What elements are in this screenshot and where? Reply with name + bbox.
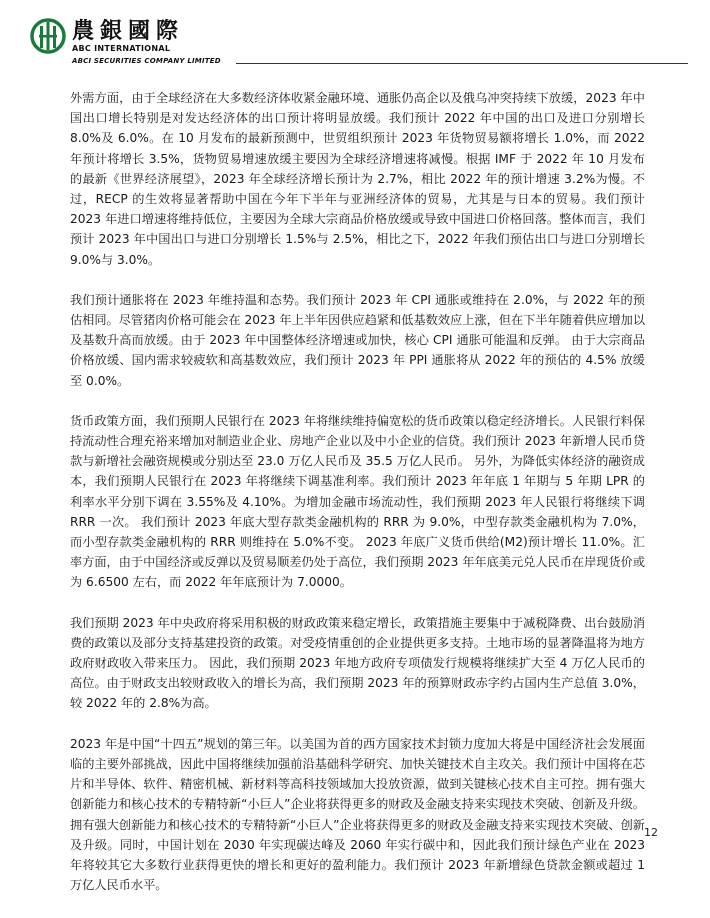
paragraph-inflation: 我们预计通胀将在 2023 年维持温和态势。我们预计 2023 年 CPI 通胀或维持在 2.0%，与 2022 年的预估相同。尽管猪肉价格可能会在 2023 年上半年因供应趋紧和低基数效应上涨，但在下半年随着供应增加以及基数升高而放缓。由于 2023 年中国整体经济增速或加快，核心 CPI 通胀可能温和反弹。 由于大宗商品价格放缓、国内需求较疲软和高基数效应，我们预计 2023 年 PPI 通胀将从 2022 年的预估的 4.5% 放缓至 0.0%。 (70, 292, 646, 388)
paragraph-external-demand: 外需方面，由于全球经济在大多数经济体收紧金融环境、通胀仍高企以及俄乌冲突持续下放缓，2023 年中国出口增长特别是对发达经济体的出口预计将明显放缓。我们预计 2022 年中国的出口及进口分别增长 8.0%及 6.0%。在 10 月发布的最新预测中，世贸组织预计 2023 年货物贸易额将增长 1.0%，而 2022 年预计将增长 3.5%，货物贸易增速放缓主要因为全球经济增速将减慢。根据 IMF 于 2022 年 10 月发布的最新《世界经济展望》，2023 年全球经济增长预计为 2.7%，相比 2022 年的预计增速 3.2%为慢。不过，RECP 的生效将显著帮助中国在今年下半年与亚洲经济体的贸易，尤其是与日本的贸易。我们预计 2023 年进口增速将维持低位，主要因为全球大宗商品价格放缓或导致中国进口价格回落。整体而言，我们预计 2023 年中国出口与进口分别增长 1.5%与 2.5%，相比之下，2022 年我们预估出口与进口分别增长 9.0%与 3.0%。 (70, 91, 645, 267)
brand-chinese-name: 農銀國際 (72, 18, 185, 44)
header-divider (236, 63, 688, 64)
page-number: 12 (644, 826, 658, 839)
paragraph-five-year-plan: 2023 年是中国“十四五”规划的第三年。以美国为首的西方国家技术封锁力度加大将是中国经济社会发展面临的主要外部挑战，因此中国将继续加强前沿基础科学研究、加快关键技术自主攻关。我们预计中国将在芯片和半导体、软件、精密机械、新材料等高科技领域加大投放资源，做到关键核心技术自主可控。拥有强大创新能力和核心技术的专精特新“小巨人”企业将获得更多的财政及金融支持来实现技术突破、创新及升级。拥有强大创新能力和核心技术的专精特新“小巨人”企业将获得更多的财政及金融支持来实现技术突破、创新及升级。同时，中国计划在 2030 年实现碳达峰及 2060 年实行碳中和，因此我们预计绿色产业在 2023 年将较其它大多数行业获得更快的增长和更好的盈利能力。我们预计 2023 年新增绿色贷款金额或超过 1 万亿人民币水平。 (70, 736, 645, 893)
document-body (70, 88, 645, 915)
paragraph-fiscal-policy: 我们预期 2023 年中央政府将采用积极的财政政策来稳定增长，政策措施主要集中于减税降费、出台鼓励消费的政策以及部分支持基建投资的政策。对受疫情重创的企业提供更多支持。土地市场的显著降温将为地方政府财政收入带来压力。 因此，我们预期 2023 年地方政府专项债发行规模将继续扩大至 4 万亿人民币的高位。由于财政支出较财政收入的增长为高，我们预期 2023 年的预算财政赤字约占国内生产总值 3.0%，较 2022 年的 2.8%为高。 (70, 615, 646, 711)
brand-english-name: ABC INTERNATIONAL (72, 44, 171, 53)
brand-company-name: ABCI SECURITIES COMPANY LIMITED (72, 57, 221, 65)
page-header (30, 14, 680, 70)
abc-bank-logo-icon (30, 16, 66, 56)
paragraph-monetary-policy: 货币政策方面，我们预期人民银行在 2023 年将继续维持偏宽松的货币政策以稳定经济增长。人民银行料保持流动性合理充裕来增加对制造业企业、房地产企业以及中小企业的信贷。我们预计 2023 年新增人民币贷款与新增社会融资规模或分别达至 23.0 万亿人民币及 35.5 万亿人民币。 另外，为降低实体经济的融资成本，我们预期人民银行在 2023 年将继续下调基准利率。我们预计 2023 年年底 1 年期与 5 年期 LPR 的利率水平分别下调在 3.55%及 4.10%。为增加金融市场流动性，我们预期 2023 年人民银行将继续下调 RRR 一次。 我们预计 2023 年底大型存款类金融机构的 RRR 为 9.0%，中型存款类金融机构为 7.0%，而小型存款类金融机构的 RRR 则维持在 5.0%不变。 2023 年底广义货币供给(M2)预计增长 11.0%。汇率方面，由于中国经济或反弹以及贸易顺差仍处于高位，我们预期 2023 年年底美元兑人民币在岸现货价或为 6.6500 左右，而 2022 年年底预计为 7.0000。 (70, 413, 646, 590)
